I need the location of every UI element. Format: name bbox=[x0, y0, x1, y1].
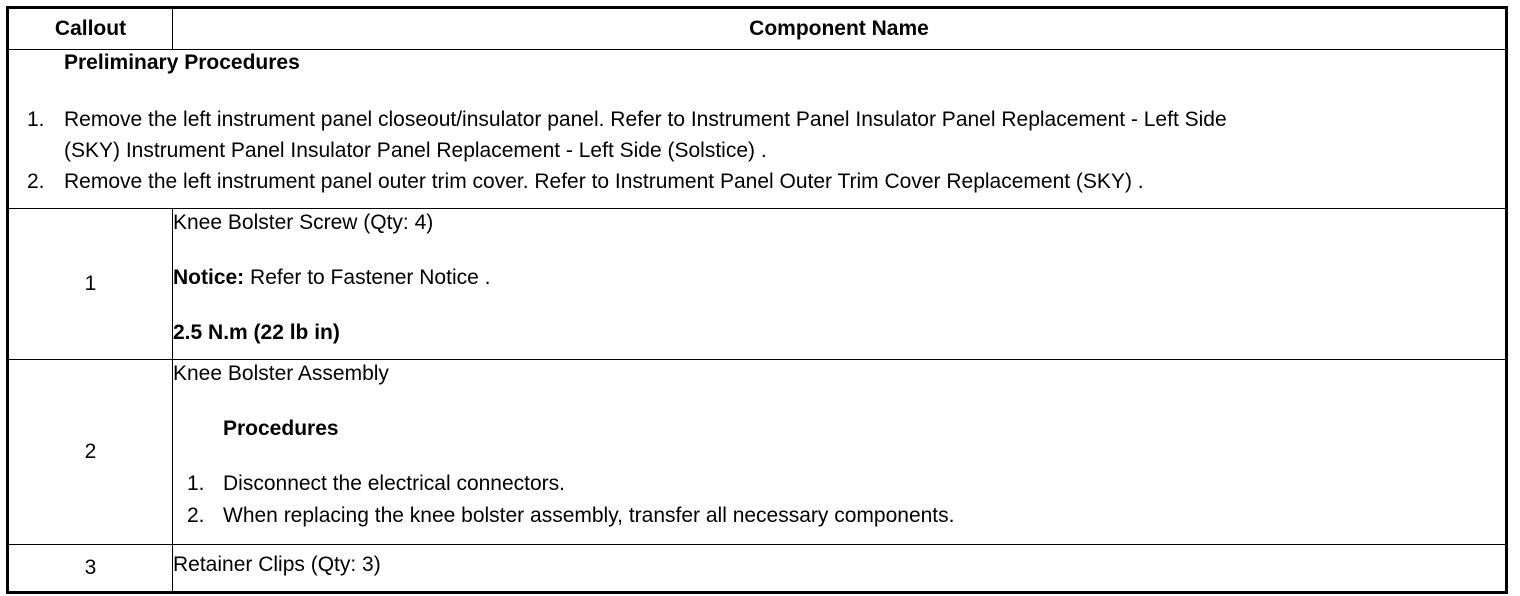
step-number: 1. bbox=[27, 108, 45, 131]
preliminary-step bbox=[9, 166, 1505, 197]
torque-spec: 2.5 N.m (22 lb in) bbox=[173, 321, 340, 344]
component-name: Retainer Clips (Qty: 3) bbox=[173, 553, 381, 576]
preliminary-step bbox=[9, 104, 1505, 166]
procedure-step bbox=[173, 468, 1505, 500]
step-text: Remove the left instrument panel closeout/insulator panel. Refer to Instrument Panel Insulator Panel Replacement - Left Side bbox=[64, 108, 1227, 131]
preliminary-steps bbox=[9, 104, 1505, 197]
preliminary-row bbox=[8, 50, 1507, 209]
callout-cell: 2 bbox=[8, 360, 173, 545]
component-table bbox=[6, 6, 1508, 594]
step-text: When replacing the knee bolster assembly, transfer all necessary components. bbox=[223, 504, 955, 527]
header-row bbox=[8, 8, 1507, 50]
step-text-continued: (SKY) Instrument Panel Insulator Panel Replacement - Left Side (Solstice) . bbox=[64, 139, 767, 162]
step-text: Remove the left instrument panel outer trim cover. Refer to Instrument Panel Outer Trim Cover Replacement (SKY) . bbox=[64, 170, 1144, 193]
step-number: 1. bbox=[187, 472, 205, 495]
notice-text: Refer to Fastener Notice . bbox=[244, 266, 491, 289]
component-cell bbox=[173, 360, 1507, 545]
component-name: Knee Bolster Screw (Qty: 4) bbox=[173, 211, 434, 234]
step-text: Disconnect the electrical connectors. bbox=[223, 472, 565, 495]
notice-label: Notice: bbox=[173, 266, 245, 289]
table-row bbox=[8, 360, 1507, 545]
preliminary-cell bbox=[8, 50, 1507, 209]
procedure-steps bbox=[173, 468, 1505, 532]
component-name-header: Component Name bbox=[173, 8, 1507, 50]
preliminary-title: Preliminary Procedures bbox=[64, 51, 300, 74]
table-row bbox=[8, 209, 1507, 360]
component-name: Knee Bolster Assembly bbox=[173, 362, 389, 385]
callout-cell: 3 bbox=[8, 545, 173, 593]
notice-line bbox=[173, 264, 1505, 292]
component-cell bbox=[173, 209, 1507, 360]
callout-cell: 1 bbox=[8, 209, 173, 360]
component-cell bbox=[173, 545, 1507, 593]
procedure-step bbox=[173, 500, 1505, 532]
step-number: 2. bbox=[27, 170, 45, 193]
procedures-title: Procedures bbox=[223, 417, 339, 440]
callout-header: Callout bbox=[8, 8, 173, 50]
table-row bbox=[8, 545, 1507, 593]
step-number: 2. bbox=[187, 504, 205, 527]
